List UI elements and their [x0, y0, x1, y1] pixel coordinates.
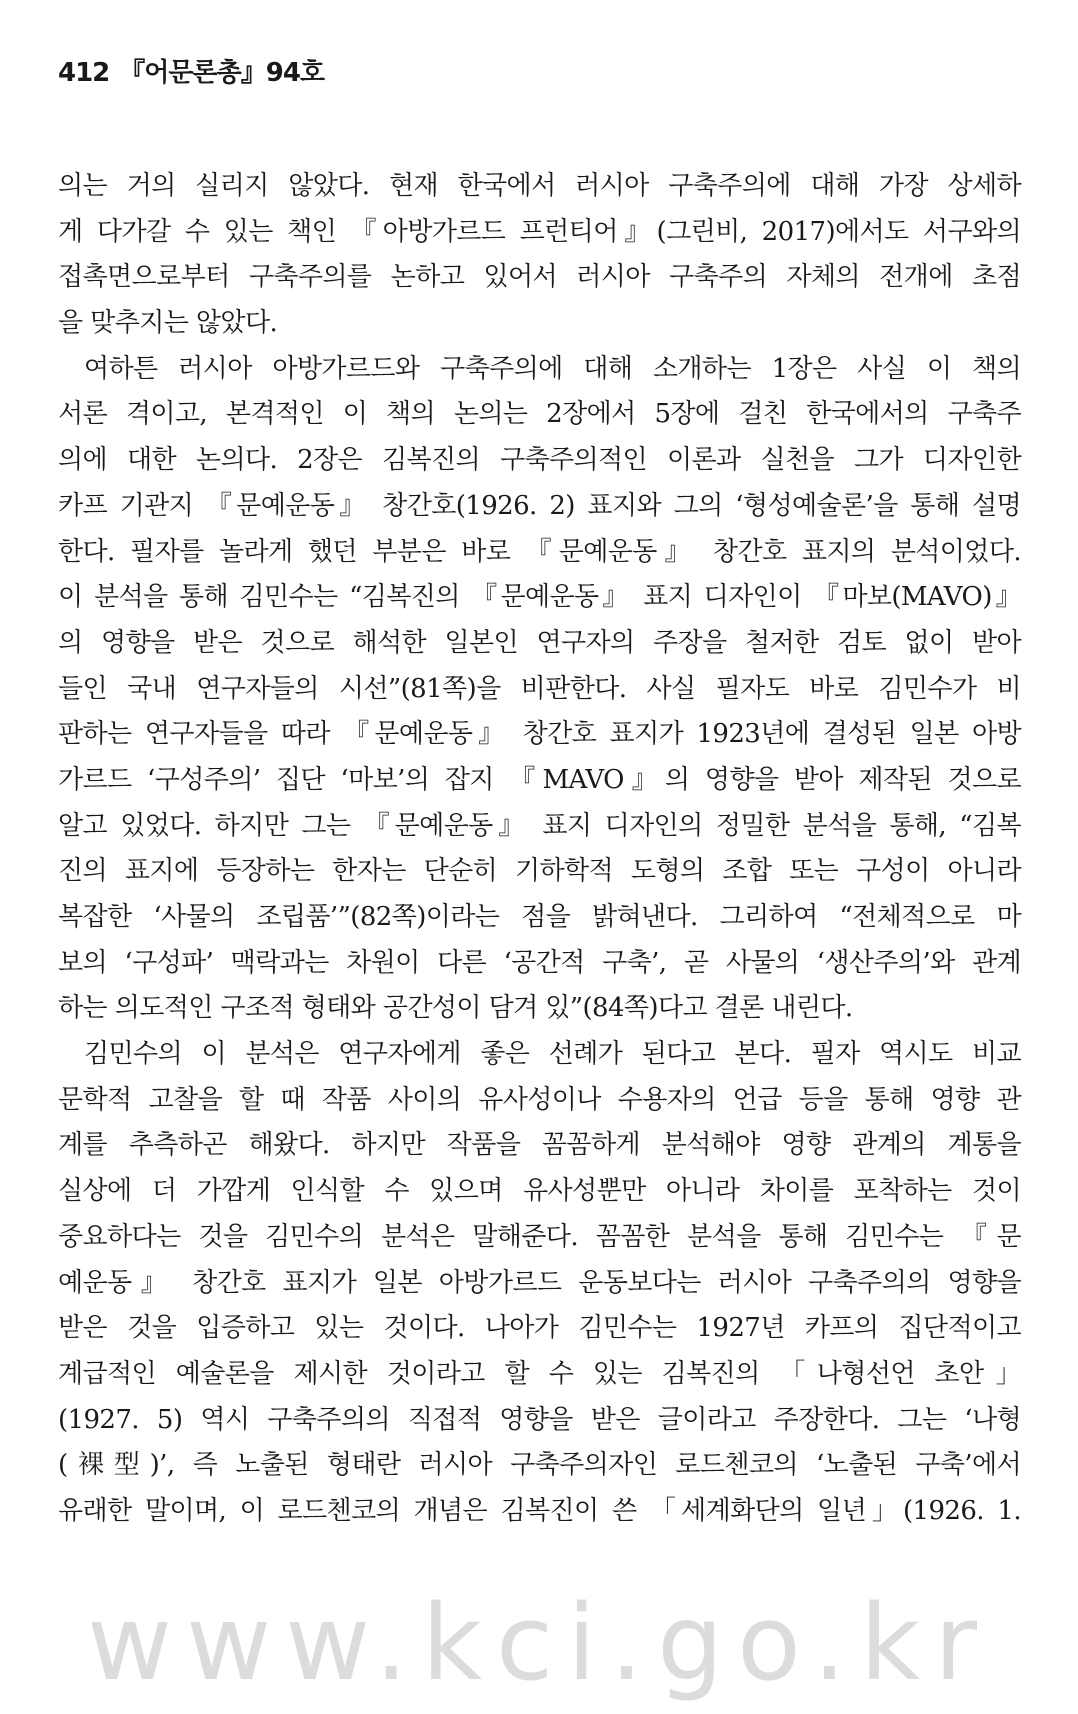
- text-line: 받은 것을 입증하고 있는 것이다. 나아가 김민수는 1927년 카프의 집단적이고: [58, 1313, 1021, 1344]
- page-number: 412: [58, 58, 110, 88]
- text-line: 유래한 말이며, 이 로드첸코의 개념은 김복진이 쓴 「세계화단의 일년」(1926. 1.: [58, 1495, 1021, 1526]
- text-line: (裸型)’, 즉 노출된 형태란 러시아 구축주의자인 로드첸코의 ‘노출된 구축’에서: [58, 1450, 1021, 1481]
- text-line: 게 다가갈 수 있는 책인 『아방가르드 프런티어』(그린비, 2017)에서도 서구와의: [58, 216, 1021, 247]
- body-text: [58, 164, 1021, 1535]
- text-line: 복잡한 ‘사물의 조립품’”(82쪽)이라는 점을 밝혀낸다. 그리하여 “전체적으로 마: [58, 902, 1021, 932]
- text-line: 이 분석을 통해 김민수는 “김복진의 『문예운동』 표지 디자인이 『마보(MAVO)』: [58, 582, 1021, 613]
- text-line: 보의 ‘구성파’ 맥락과는 차원이 다른 ‘공간적 구축’, 곧 사물의 ‘생산주의’와 관계: [58, 947, 1021, 978]
- text-line: 알고 있었다. 하지만 그는 『문예운동』 표지 디자인의 정밀한 분석을 통해, “김복: [58, 810, 1021, 841]
- text-line: 접촉면으로부터 구축주의를 논하고 있어서 러시아 구축주의 자체의 전개에 초점: [58, 262, 1021, 293]
- watermark: www.kci.go.kr: [87, 1582, 991, 1704]
- text-line: 계를 추측하곤 해왔다. 하지만 작품을 꼼꼼하게 분석해야 영향 관계의 계통을: [58, 1130, 1021, 1161]
- text-line: 진의 표지에 등장하는 한자는 단순히 기하학적 도형의 조합 또는 구성이 아니라: [58, 856, 1021, 887]
- text-line: (1927. 5) 역시 구축주의의 직접적 영향을 받은 글이라고 주장한다. 그는 ‘나형: [58, 1404, 1021, 1435]
- text-line: 계급적인 예술론을 제시한 것이라고 할 수 있는 김복진의 「나형선언 초안」: [58, 1358, 1021, 1389]
- text-line: 한다. 필자를 놀라게 했던 부분은 바로 『문예운동』 창간호 표지의 분석이었다.: [58, 536, 1021, 567]
- journal-title: 『어문론총』94호: [119, 58, 325, 88]
- text-line: 김민수의 이 분석은 연구자에게 좋은 선례가 된다고 본다. 필자 역시도 비교: [84, 1039, 1021, 1070]
- text-line: 의는 거의 실리지 않았다. 현재 한국에서 러시아 구축주의에 대해 가장 상세하: [58, 171, 1021, 201]
- text-line: 카프 기관지 『문예운동』 창간호(1926. 2) 표지와 그의 ‘형성예술론’을 통해 설명: [58, 490, 1021, 521]
- text-line: 문학적 고찰을 할 때 작품 사이의 유사성이나 수용자의 언급 등을 통해 영향 관: [58, 1084, 1021, 1115]
- text-line: 가르드 ‘구성주의’ 집단 ‘마보’의 잡지 『MAVO』의 영향을 받아 제작된 것으로: [58, 764, 1021, 795]
- text-line: 하는 의도적인 구조적 형태와 공간성이 담겨 있”(84쪽)다고 결론 내린다.: [58, 993, 853, 1024]
- text-line: 의에 대한 논의다. 2장은 김복진의 구축주의적인 이론과 실천을 그가 디자인한: [58, 445, 1021, 476]
- text-line: 의 영향을 받은 것으로 해석한 일본인 연구자의 주장을 철저한 검토 없이 받아: [58, 627, 1021, 658]
- text-line: 실상에 더 가깝게 인식할 수 있으며 유사성뿐만 아니라 차이를 포착하는 것이: [58, 1176, 1021, 1207]
- running-header: [58, 52, 324, 89]
- text-line: 여하튼 러시아 아방가르드와 구축주의에 대해 소개하는 1장은 사실 이 책의: [84, 353, 1021, 384]
- text-line: 을 맞추지는 않았다.: [58, 308, 278, 339]
- text-line: 판하는 연구자들을 따라 『문예운동』 창간호 표지가 1923년에 결성된 일본 아방: [58, 719, 1021, 750]
- text-line: 예운동』 창간호 표지가 일본 아방가르드 운동보다는 러시아 구축주의의 영향을: [58, 1267, 1021, 1298]
- text-line: 서론 격이고, 본격적인 이 책의 논의는 2장에서 5장에 걸친 한국에서의 구축주: [58, 399, 1021, 430]
- text-line: 들인 국내 연구자들의 시선”(81쪽)을 비판한다. 사실 필자도 바로 김민수가 비: [58, 673, 1021, 704]
- text-line: 중요하다는 것을 김민수의 분석은 말해준다. 꼼꼼한 분석을 통해 김민수는 『문: [58, 1221, 1021, 1252]
